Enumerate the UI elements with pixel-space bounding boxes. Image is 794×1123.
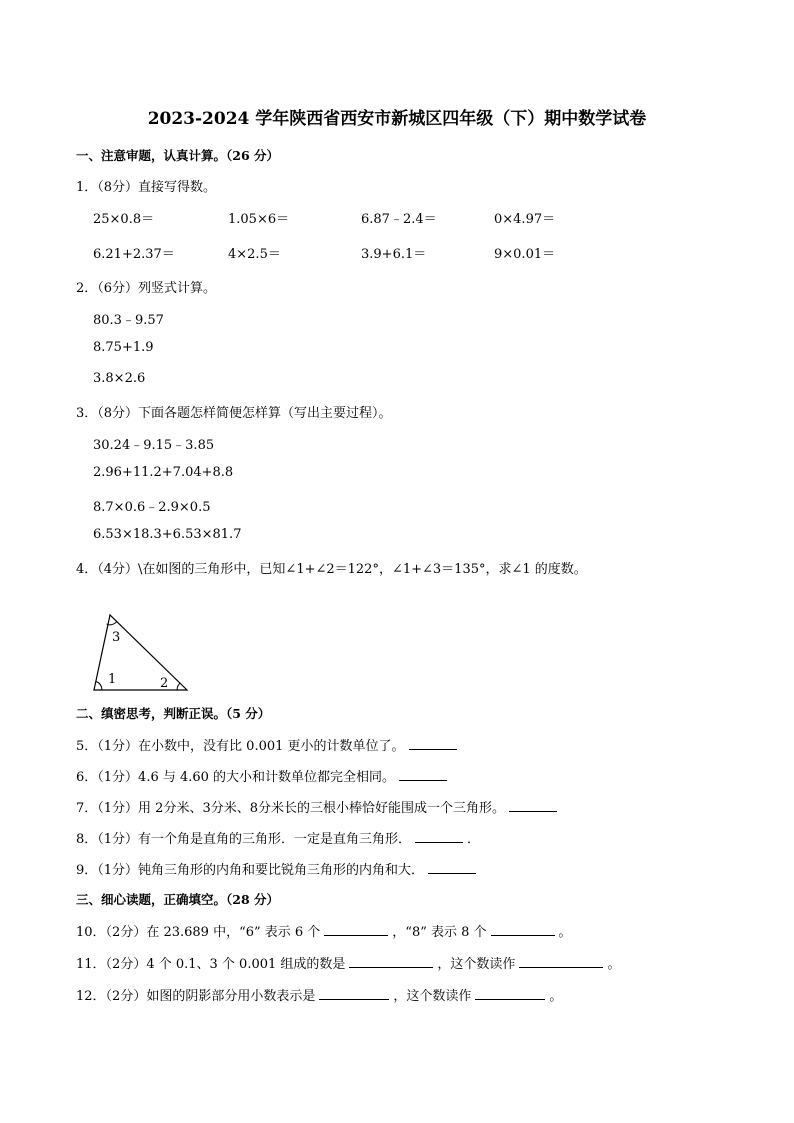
question-12-text-b: ，这个数读作 [393,989,472,1004]
question-10-end: 。 [558,925,572,940]
section-3-heading: 三、细心读题，正确填空。（28 分） [76,892,279,907]
question-5 [76,735,461,754]
question-12-end: 。 [549,989,563,1004]
angle-1-label: 1 [108,672,117,687]
answer-blank[interactable] [349,955,433,968]
question-10-text-a: 10．（2分）在 23.689 中，“6” 表示 6 个 [76,925,321,940]
question-7-text: 7．（1分）用 2分米、3分米、8分米长的三根小棒恰好能围成一个三角形。 [76,801,505,816]
calc-item: 4×2.5＝ [228,247,281,262]
vertical-calc-item: 3.8×2.6 [93,371,146,386]
question-10-text-b: ，“8” 表示 8 个 [392,925,487,940]
answer-blank[interactable] [319,987,389,1000]
section-2-heading: 二、缜密思考，判断正误。（5 分） [76,706,271,721]
question-12 [76,985,562,1004]
answer-blank[interactable] [475,987,545,1000]
question-8 [76,828,480,847]
answer-blank[interactable] [428,861,476,874]
question-10 [76,921,572,940]
question-4: 4．（4分）\在如图的三角形中，已知∠1+∠2＝122°，∠1+∠3＝135°，求∠1 的度数。 [76,562,587,577]
vertical-calc-item: 80.3﹣9.57 [93,313,164,328]
answer-blank[interactable] [324,923,388,936]
question-11-text-b: ，这个数读作 [437,957,516,972]
question-8-text: 8．（1分）有一个角是直角的三角形．一定是直角三角形． [76,832,412,847]
question-12-text-a: 12．（2分）如图的阴影部分用小数表示是 [76,989,316,1004]
calc-item: 9×0.01＝ [494,247,556,262]
angle-1-arc [96,682,102,691]
calc-item: 6.21+2.37＝ [93,247,175,262]
calc-item: 0×4.97＝ [494,212,556,227]
simplify-item: 30.24﹣9.15﹣3.85 [93,438,215,453]
question-11-text-a: 11．（2分）4 个 0.1、3 个 0.001 组成的数是 [76,957,346,972]
question-9 [76,859,480,878]
answer-blank[interactable] [399,768,447,781]
question-6 [76,766,451,785]
angle-3-label: 3 [112,630,121,645]
question-3: 3．（8分）下面各题怎样简便怎样算（写出主要过程）。 [76,406,392,421]
section-1-heading: 一、注意审题，认真计算。（26 分） [76,148,279,163]
simplify-item: 6.53×18.3+6.53×81.7 [93,527,242,542]
answer-blank[interactable] [519,955,603,968]
question-2: 2．（6分）列竖式计算。 [76,281,217,296]
calc-item: 25×0.8＝ [93,212,155,227]
vertical-calc-item: 8.75+1.9 [93,340,154,355]
question-5-text: 5．（1分）在小数中，没有比 0.001 更小的计数单位了。 [76,739,405,754]
simplify-item: 2.96+11.2+7.04+8.8 [93,465,234,480]
answer-blank[interactable] [409,737,457,750]
calc-item: 3.9+6.1＝ [361,247,427,262]
answer-blank[interactable] [509,799,557,812]
calc-item: 1.05×6＝ [228,212,290,227]
triangle-figure [88,610,192,694]
answer-blank[interactable] [415,830,463,843]
question-11-end: 。 [607,957,621,972]
angle-2-arc [177,683,181,690]
question-7 [76,797,561,816]
period: ． [467,832,481,847]
answer-blank[interactable] [491,923,555,936]
question-1: 1．（8分）直接写得数。 [76,180,217,195]
question-9-text: 9．（1分）钝角三角形的内角和要比锐角三角形的内角和大． [76,863,425,878]
calc-item: 6.87﹣2.4＝ [361,212,437,227]
exam-title: 2023-2024 学年陕西省西安市新城区四年级（下）期中数学试卷 [147,109,647,129]
question-11 [76,953,620,972]
question-6-text: 6．（1分）4.6 与 4.60 的大小和计数单位都完全相同。 [76,770,396,785]
simplify-item: 8.7×0.6﹣2.9×0.5 [93,500,211,515]
angle-2-label: 2 [160,676,169,691]
